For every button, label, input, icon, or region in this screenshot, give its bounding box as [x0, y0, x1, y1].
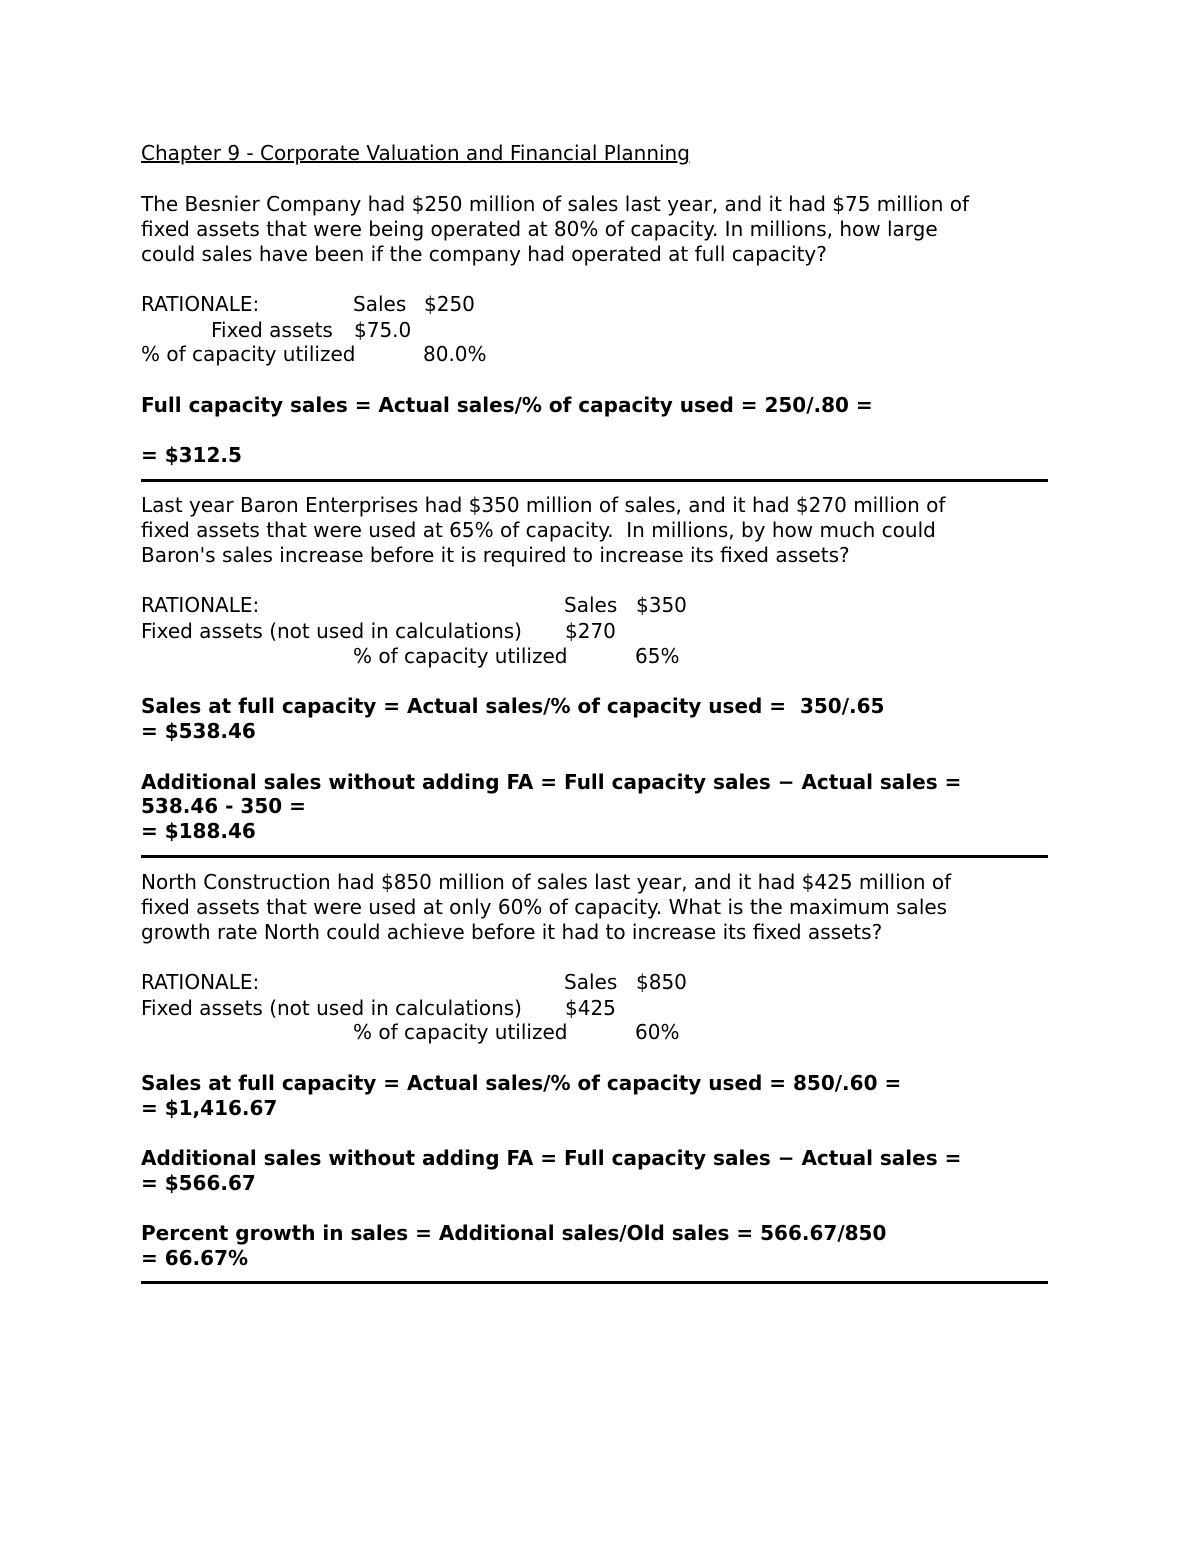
section-divider — [141, 479, 1048, 482]
q3-capacity-label: % of capacity utilized — [353, 1020, 568, 1044]
q3-answer-additional-sales: = $566.67 — [141, 1171, 256, 1195]
q2-sales-value: $350 — [636, 593, 687, 617]
q1-sales-value: $250 — [424, 292, 475, 316]
q2-rationale-label: RATIONALE: — [141, 593, 260, 617]
q3-capacity-value: 60% — [635, 1020, 680, 1044]
q1-fixed-assets-value: $75.0 — [354, 318, 412, 342]
q3-question-line-1: North Construction had $850 million of sales last year, and it had $425 million of — [141, 870, 952, 894]
page-title: Chapter 9 - Corporate Valuation and Financial Planning — [141, 141, 690, 165]
q2-capacity-label: % of capacity utilized — [353, 644, 568, 668]
q2-question-line-1: Last year Baron Enterprises had $350 million of sales, and it had $270 million of — [141, 493, 946, 517]
q3-formula-percent-growth: Percent growth in sales = Additional sales/Old sales = 566.67/850 — [141, 1221, 887, 1245]
q1-fixed-assets-label: Fixed assets — [211, 318, 333, 342]
q3-sales-label: Sales — [564, 970, 618, 994]
q1-sales-label: Sales — [353, 292, 407, 316]
q2-formula-additional-sales: Additional sales without adding FA = Full capacity sales − Actual sales = — [141, 770, 962, 794]
q3-question-line-2: fixed assets that were used at only 60% of capacity. What is the maximum sales — [141, 895, 948, 919]
q1-answer: = $312.5 — [141, 443, 242, 467]
q3-sales-value: $850 — [636, 970, 687, 994]
q3-answer-full-capacity: = $1,416.67 — [141, 1096, 278, 1120]
q2-answer-full-capacity: = $538.46 — [141, 719, 256, 743]
q1-capacity-label: % of capacity utilized — [141, 342, 356, 366]
q2-question-line-3: Baron's sales increase before it is required to increase its fixed assets? — [141, 543, 850, 567]
q2-fixed-assets-label: Fixed assets (not used in calculations) — [141, 619, 522, 643]
q3-fixed-assets-value: $425 — [565, 996, 616, 1020]
q3-answer-percent-growth: = 66.67% — [141, 1246, 249, 1270]
q1-capacity-value: 80.0% — [423, 342, 487, 366]
q2-sales-label: Sales — [564, 593, 618, 617]
q2-capacity-value: 65% — [635, 644, 680, 668]
q1-question-line-3: could sales have been if the company had operated at full capacity? — [141, 242, 827, 266]
q1-formula: Full capacity sales = Actual sales/% of capacity used = 250/.80 = — [141, 393, 873, 417]
q3-rationale-label: RATIONALE: — [141, 970, 260, 994]
q2-fixed-assets-value: $270 — [565, 619, 616, 643]
q3-fixed-assets-label: Fixed assets (not used in calculations) — [141, 996, 522, 1020]
q2-formula-full-capacity: Sales at full capacity = Actual sales/% of capacity used = 350/.65 — [141, 694, 885, 718]
q1-question-line-1: The Besnier Company had $250 million of sales last year, and it had $75 million of — [141, 192, 970, 216]
q1-rationale-label: RATIONALE: — [141, 292, 260, 316]
q3-formula-additional-sales: Additional sales without adding FA = Full capacity sales − Actual sales = — [141, 1146, 962, 1170]
q2-question-line-2: fixed assets that were used at 65% of capacity. In millions, by how much could — [141, 518, 936, 542]
section-divider — [141, 1281, 1048, 1284]
q3-question-line-3: growth rate North could achieve before it had to increase its fixed assets? — [141, 920, 883, 944]
section-divider — [141, 855, 1048, 858]
q3-formula-full-capacity: Sales at full capacity = Actual sales/% of capacity used = 850/.60 = — [141, 1071, 902, 1095]
q2-formula-additional-sales-values: 538.46 - 350 = — [141, 794, 306, 818]
q2-answer-additional-sales: = $188.46 — [141, 819, 256, 843]
q1-question-line-2: fixed assets that were being operated at 80% of capacity. In millions, how large — [141, 217, 938, 241]
